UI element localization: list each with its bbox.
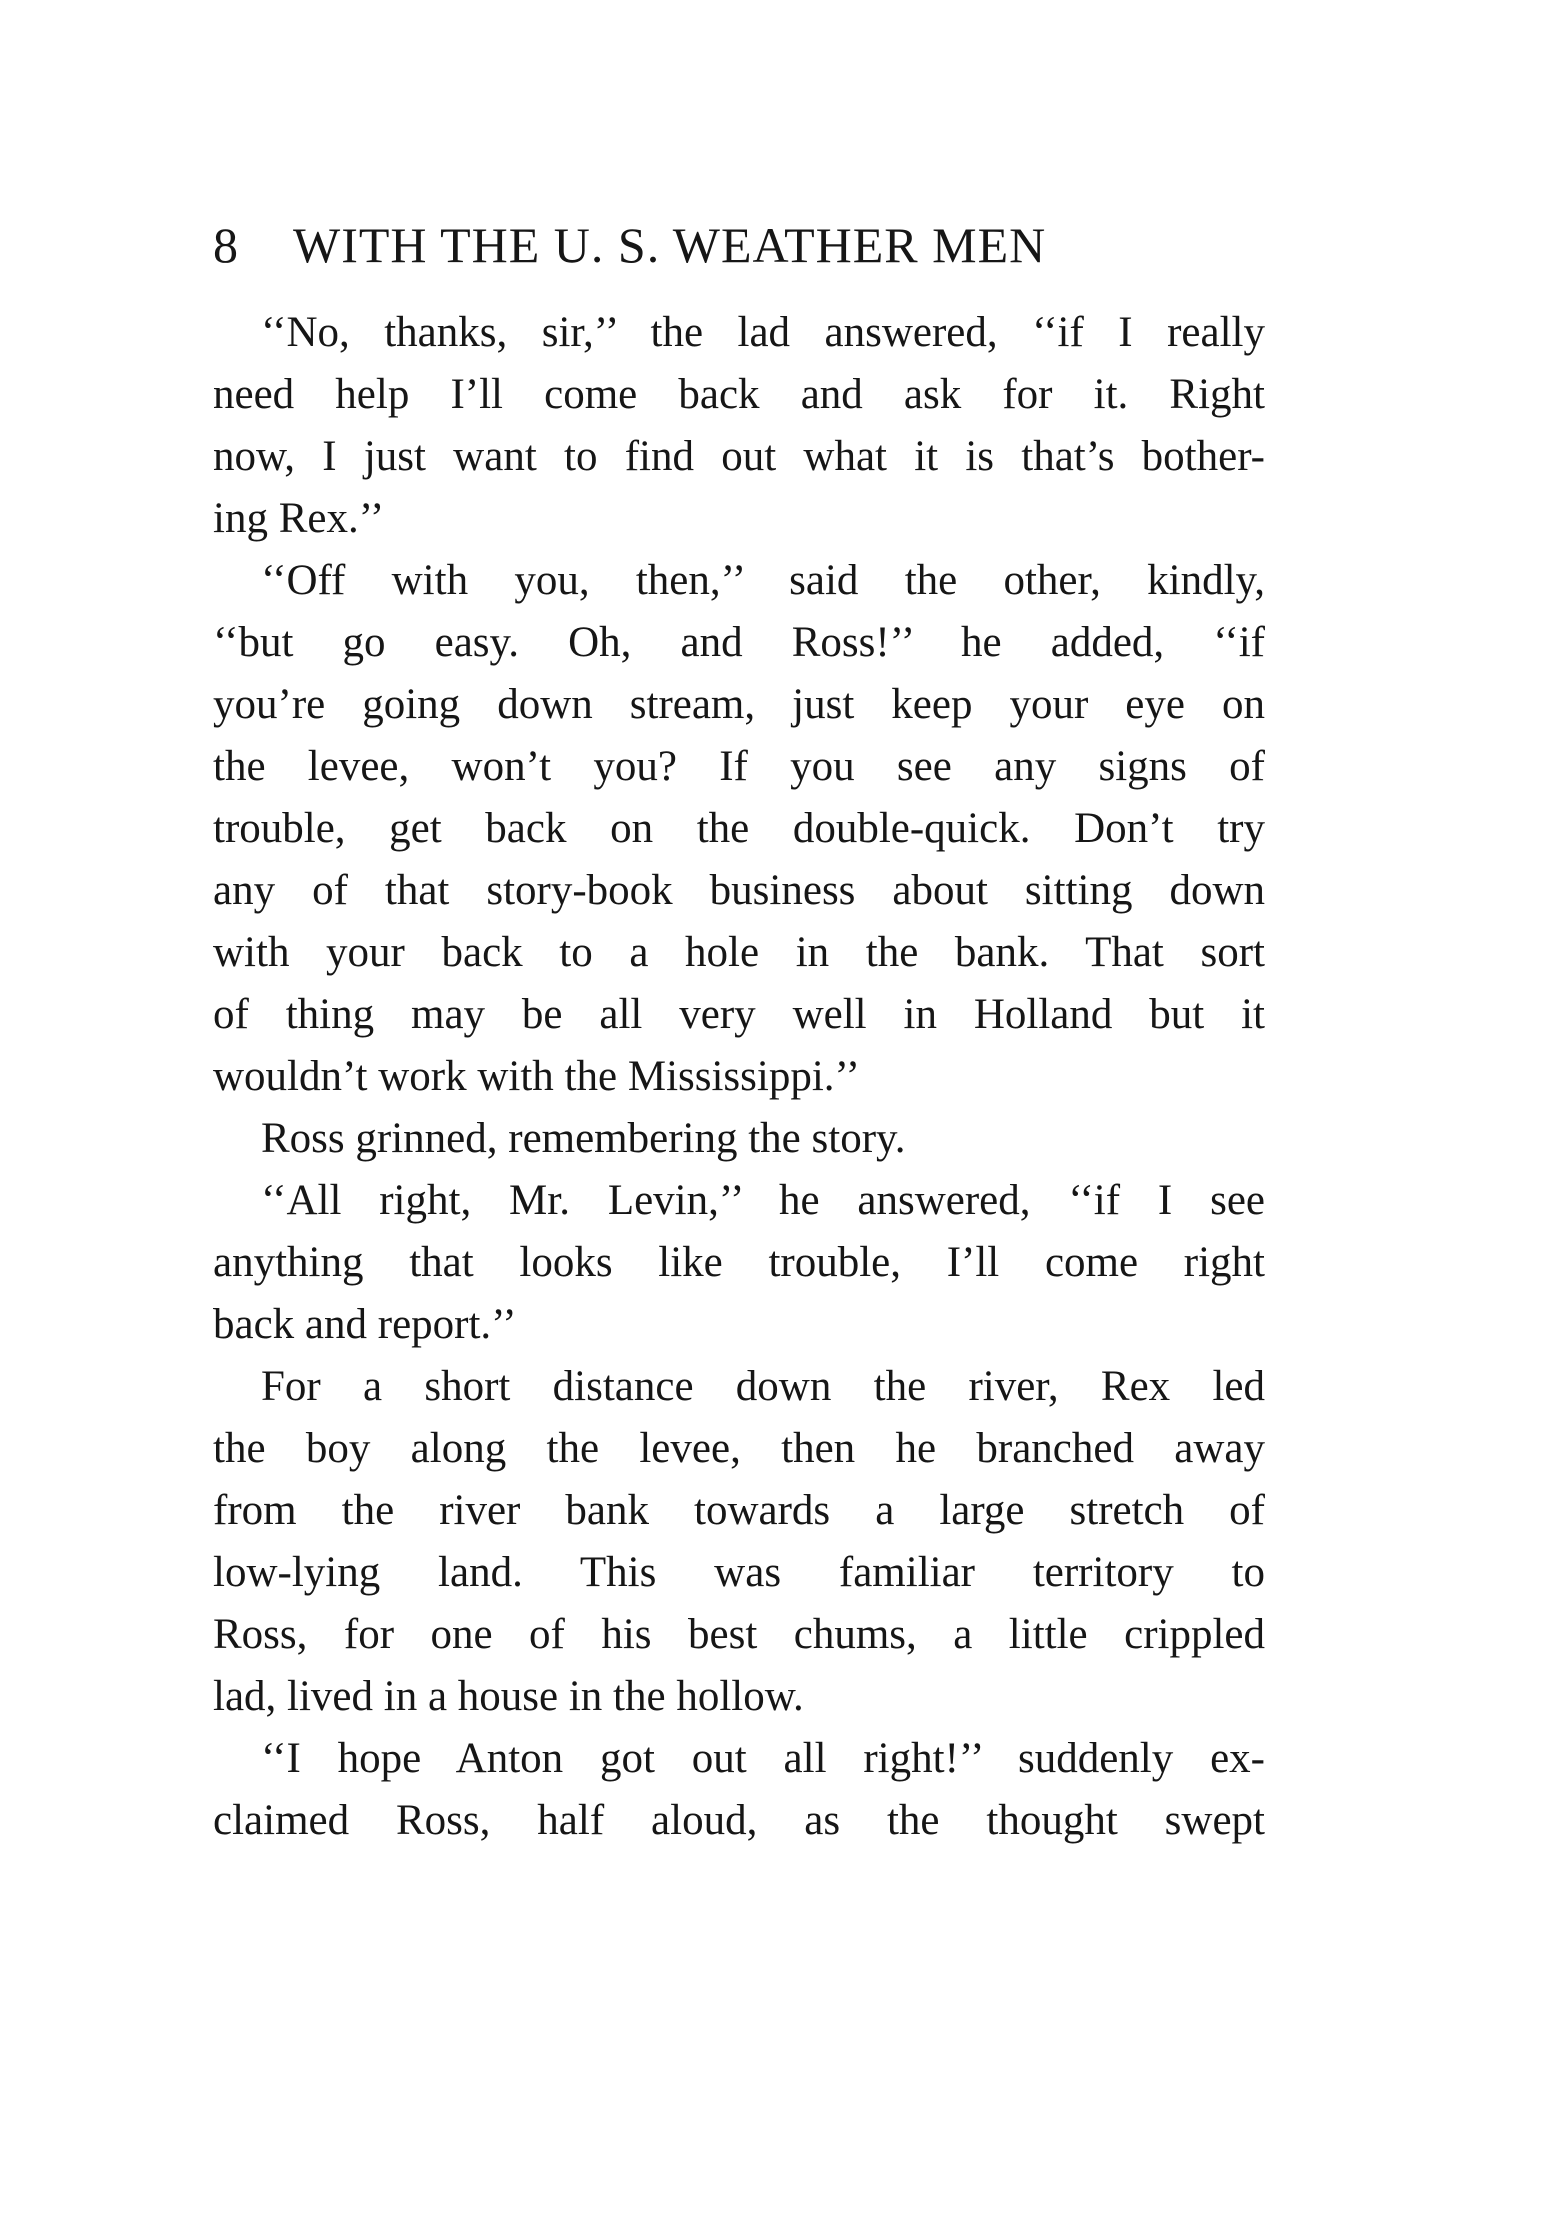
text-line: low-lying land. This was familiar territory to [213,1549,1265,1596]
text-line: any of that story-book business about sitting down [213,867,1265,914]
text-line: you’re going down stream, just keep your eye on [213,681,1265,728]
text-line: Ross grinned, remembering the story. [261,1115,906,1162]
text-line: wouldn’t work with the Mississippi.’’ [213,1053,860,1100]
page-number: 8 [213,217,239,273]
text-line: ‘‘Off with you, then,’’ said the other, kindly, [261,557,1265,604]
running-title: WITH THE U. S. WEATHER MEN [293,217,1047,273]
body-text [213,302,1265,1852]
text-line: need help I’ll come back and ask for it. Right [213,371,1265,418]
text-line: trouble, get back on the double-quick. Don’t try [213,805,1265,852]
text-line: anything that looks like trouble, I’ll come right [213,1239,1265,1286]
page-header [213,210,1265,280]
text-line: lad, lived in a house in the hollow. [213,1673,804,1720]
text-line: ‘‘No, thanks, sir,’’ the lad answered, ‘‘if I really [261,309,1265,356]
text-line: claimed Ross, half aloud, as the thought swept [213,1797,1265,1844]
text-line: ‘‘I hope Anton got out all right!’’ suddenly ex- [261,1735,1265,1782]
text-line: of thing may be all very well in Holland but it [213,991,1265,1038]
text-line: For a short distance down the river, Rex led [261,1363,1265,1410]
text-line: now, I just want to find out what it is that’s bother- [213,433,1265,480]
text-line: back and report.’’ [213,1301,517,1348]
text-line: ‘‘All right, Mr. Levin,’’ he answered, ‘‘if I see [261,1177,1265,1224]
text-line: from the river bank towards a large stretch of [213,1487,1265,1534]
text-line: the boy along the levee, then he branched away [213,1425,1265,1472]
text-line: ‘‘but go easy. Oh, and Ross!’’ he added, ‘‘if [213,619,1265,666]
text-line: the levee, won’t you? If you see any signs of [213,743,1265,790]
text-line: ing Rex.’’ [213,495,385,542]
text-line: Ross, for one of his best chums, a little crippled [213,1611,1265,1658]
text-line: with your back to a hole in the bank. That sort [213,929,1265,976]
